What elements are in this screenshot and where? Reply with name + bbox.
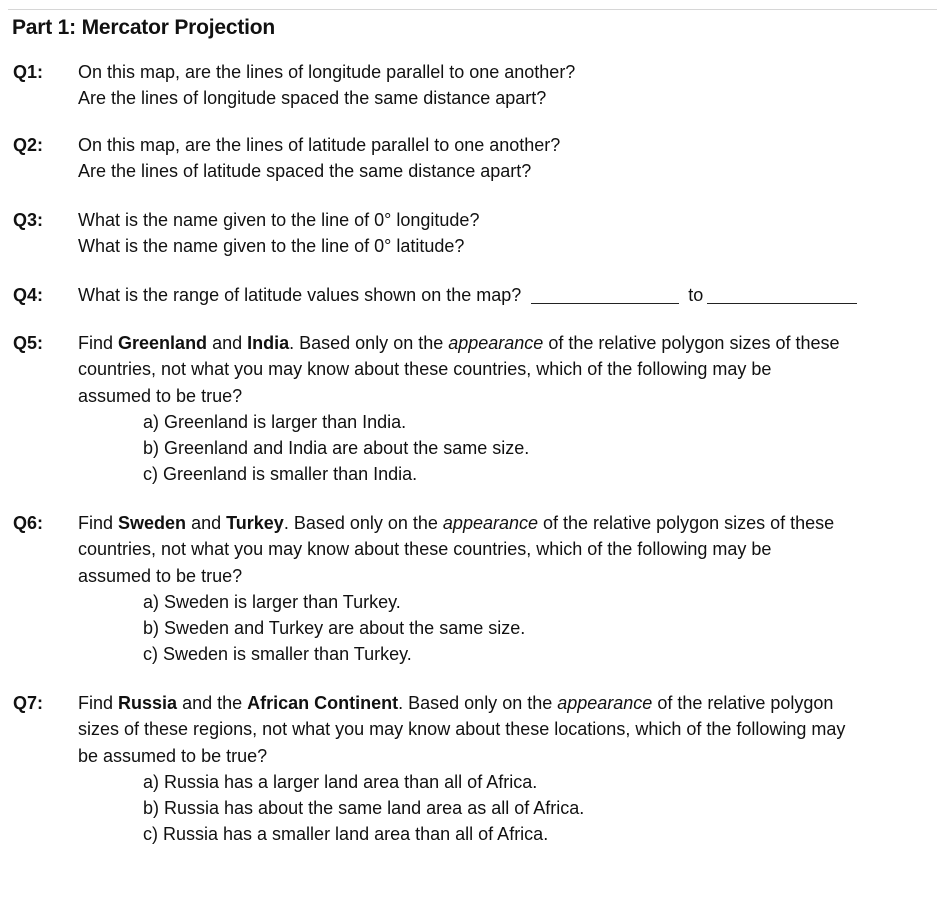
question-line: assumed to be true? bbox=[78, 385, 243, 406]
question-line: What is the name given to the line of 0° latitude? bbox=[78, 236, 465, 257]
question-number: Q2: bbox=[13, 135, 44, 155]
country-name: Turkey bbox=[226, 513, 284, 533]
question-line: countries, not what you may know about these countries, which of the following may be bbox=[78, 539, 772, 560]
question-line: What is the name given to the line of 0° longitude? bbox=[78, 210, 480, 230]
answer-option-a[interactable]: a) Russia has a larger land area than all of Africa. bbox=[143, 771, 538, 792]
question-line: On this map, are the lines of longitude parallel to one another? bbox=[78, 62, 576, 82]
question-line: be assumed to be true? bbox=[78, 745, 268, 766]
question-number: Q3: bbox=[13, 210, 44, 230]
question-line: assumed to be true? bbox=[78, 565, 243, 586]
question-line: On this map, are the lines of latitude parallel to one another? bbox=[78, 135, 561, 155]
question-line: What is the range of latitude values shown on the map? bbox=[78, 285, 522, 305]
question-line: Find Sweden and Turkey. Based only on the appearance of the relative polygon sizes of these bbox=[78, 513, 835, 533]
question-number: Q4: bbox=[13, 285, 44, 305]
answer-option-a[interactable]: a) Greenland is larger than India. bbox=[143, 411, 407, 432]
answer-option-c[interactable]: c) Sweden is smaller than Turkey. bbox=[143, 644, 412, 665]
question-number: Q7: bbox=[13, 693, 44, 713]
question-line: Find Russia and the African Continent. Based only on the appearance of the relative polygon bbox=[78, 693, 834, 713]
answer-option-a[interactable]: a) Sweden is larger than Turkey. bbox=[143, 591, 401, 612]
question-text bbox=[78, 132, 938, 185]
answer-blank-to[interactable] bbox=[707, 285, 857, 304]
country-name: Sweden bbox=[118, 513, 187, 533]
answer-option-c[interactable]: c) Russia has a smaller land area than all of Africa. bbox=[143, 824, 549, 845]
question-line: Are the lines of latitude spaced the same distance apart? bbox=[78, 161, 532, 182]
question-number: Q1: bbox=[13, 62, 44, 82]
question-line: sizes of these regions, not what you may know about these locations, which of the following may bbox=[78, 719, 846, 740]
country-name: India bbox=[247, 333, 290, 353]
question-text bbox=[78, 207, 938, 260]
country-name: Russia bbox=[118, 693, 178, 713]
question-text bbox=[78, 330, 938, 488]
question-text bbox=[78, 690, 938, 848]
question-number: Q6: bbox=[13, 513, 44, 533]
question-line: Are the lines of longitude spaced the same distance apart? bbox=[78, 88, 547, 109]
question-text bbox=[78, 510, 938, 668]
top-divider bbox=[8, 9, 937, 10]
answer-option-b[interactable]: b) Sweden and Turkey are about the same size. bbox=[143, 618, 526, 639]
question-line: countries, not what you may know about these countries, which of the following may be bbox=[78, 359, 772, 380]
range-to-label: to bbox=[688, 285, 704, 305]
answer-option-b[interactable]: b) Russia has about the same land area as all of Africa. bbox=[143, 798, 585, 819]
question-text bbox=[78, 282, 938, 308]
page-title: Part 1: Mercator Projection bbox=[12, 16, 276, 39]
answer-option-b[interactable]: b) Greenland and India are about the same size. bbox=[143, 438, 530, 459]
answer-option-c[interactable]: c) Greenland is smaller than India. bbox=[143, 464, 418, 485]
region-name: African Continent bbox=[247, 693, 399, 713]
question-text bbox=[78, 59, 938, 112]
answer-blank-from[interactable] bbox=[531, 285, 679, 304]
country-name: Greenland bbox=[118, 333, 208, 353]
question-number: Q5: bbox=[13, 333, 44, 353]
question-line: Find Greenland and India. Based only on the appearance of the relative polygon sizes of these bbox=[78, 333, 840, 353]
